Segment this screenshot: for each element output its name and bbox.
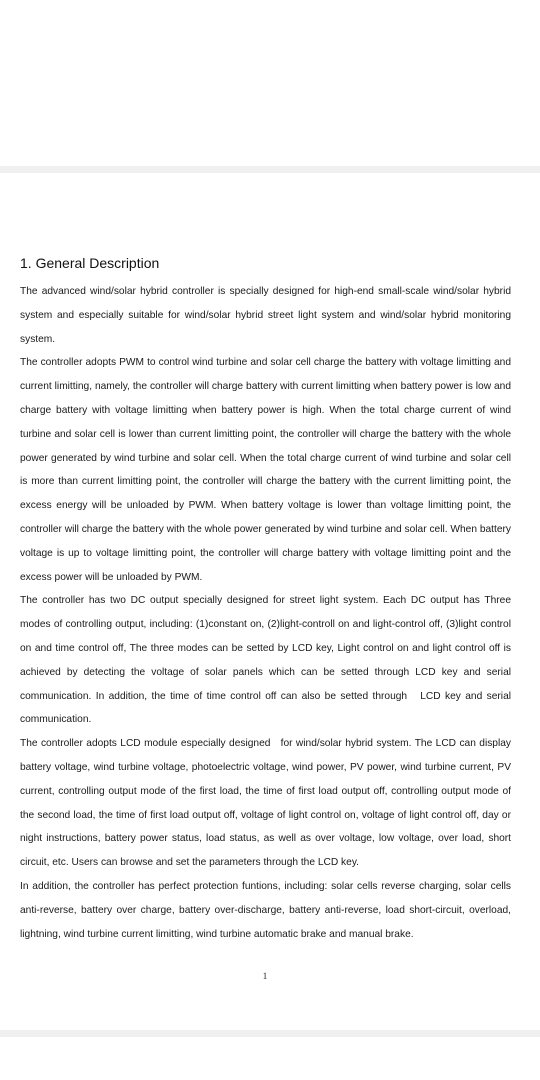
paragraph-lcd: The controller adopts LCD module especially designed for wind/solar hybrid system. The LCD can display battery voltage, wind turbine voltage, photoelectric voltage, wind power, PV power, wind turbine current, PV current, controlling output mode of the first load, the time of first load output off, controlling output mode of the second load, the time of first load output off, voltage of light control on, voltage of light control off, day or night instructions, battery power status, load status, as well as over voltage, low voltage, over load, short circuit, etc. Users can browse and set the parameters through the LCD key.: [20, 738, 511, 869]
paragraph-protection: In addition, the controller has perfect protection funtions, including: solar cells reverse charging, solar cells anti-reverse, battery over charge, battery over-discharge, battery anti-reverse, load short-circuit, overload, lightning, wind turbine current limitting, wind turbine automatic brake and manual brake.: [20, 880, 511, 940]
page-separator-top: [0, 166, 540, 173]
document-page: [0, 173, 540, 1030]
section-body: [20, 280, 511, 946]
section-heading: 1. General Description: [20, 255, 160, 271]
page-separator-bottom: [0, 1030, 540, 1037]
paragraph-charging: The controller adopts PWM to control wind turbine and solar cell charge the battery with voltage limitting and current limitting, namely, the controller will charge battery with current limitting when battery power is low and charge battery with voltage limitting when battery power is high. When the total charge current of wind turbine and solar cell is lower than current limitting point, the controller will charge the battery with the whole power generated by wind turbine and solar cell. When the total charge current of wind turbine and solar cell is more than current limitting point, the controller will charge the battery with the current limitting point, the excess energy will be unloaded by PWM. When battery voltage is lower than voltage limitting point, the controller will charge the battery with the whole power generated by wind turbine and solar cell. When battery voltage is up to voltage limitting point, the controller will charge battery with voltage limitting point and the excess power will be unloaded by PWM.: [20, 357, 511, 583]
paragraph-dc-output: The controller has two DC output specially designed for street light system. Each DC output has Three modes of controlling output, including: (1)constant on, (2)light-controll on and light-control off, (3)light control on and time control off, The three modes can be setted by LCD key, Light control on and light control off is achieved by detecting the voltage of solar panels which can be setted through LCD key and serial communication. In addition, the time of time control off can also be setted through LCD key and serial communication.: [20, 595, 511, 726]
paragraph-intro: The advanced wind/solar hybrid controller is specially designed for high-end small-scale wind/solar hybrid system and especially suitable for wind/solar hybrid street light system and wind/solar hybrid monitoring system.: [20, 286, 511, 345]
page-number: 1: [262, 971, 268, 981]
